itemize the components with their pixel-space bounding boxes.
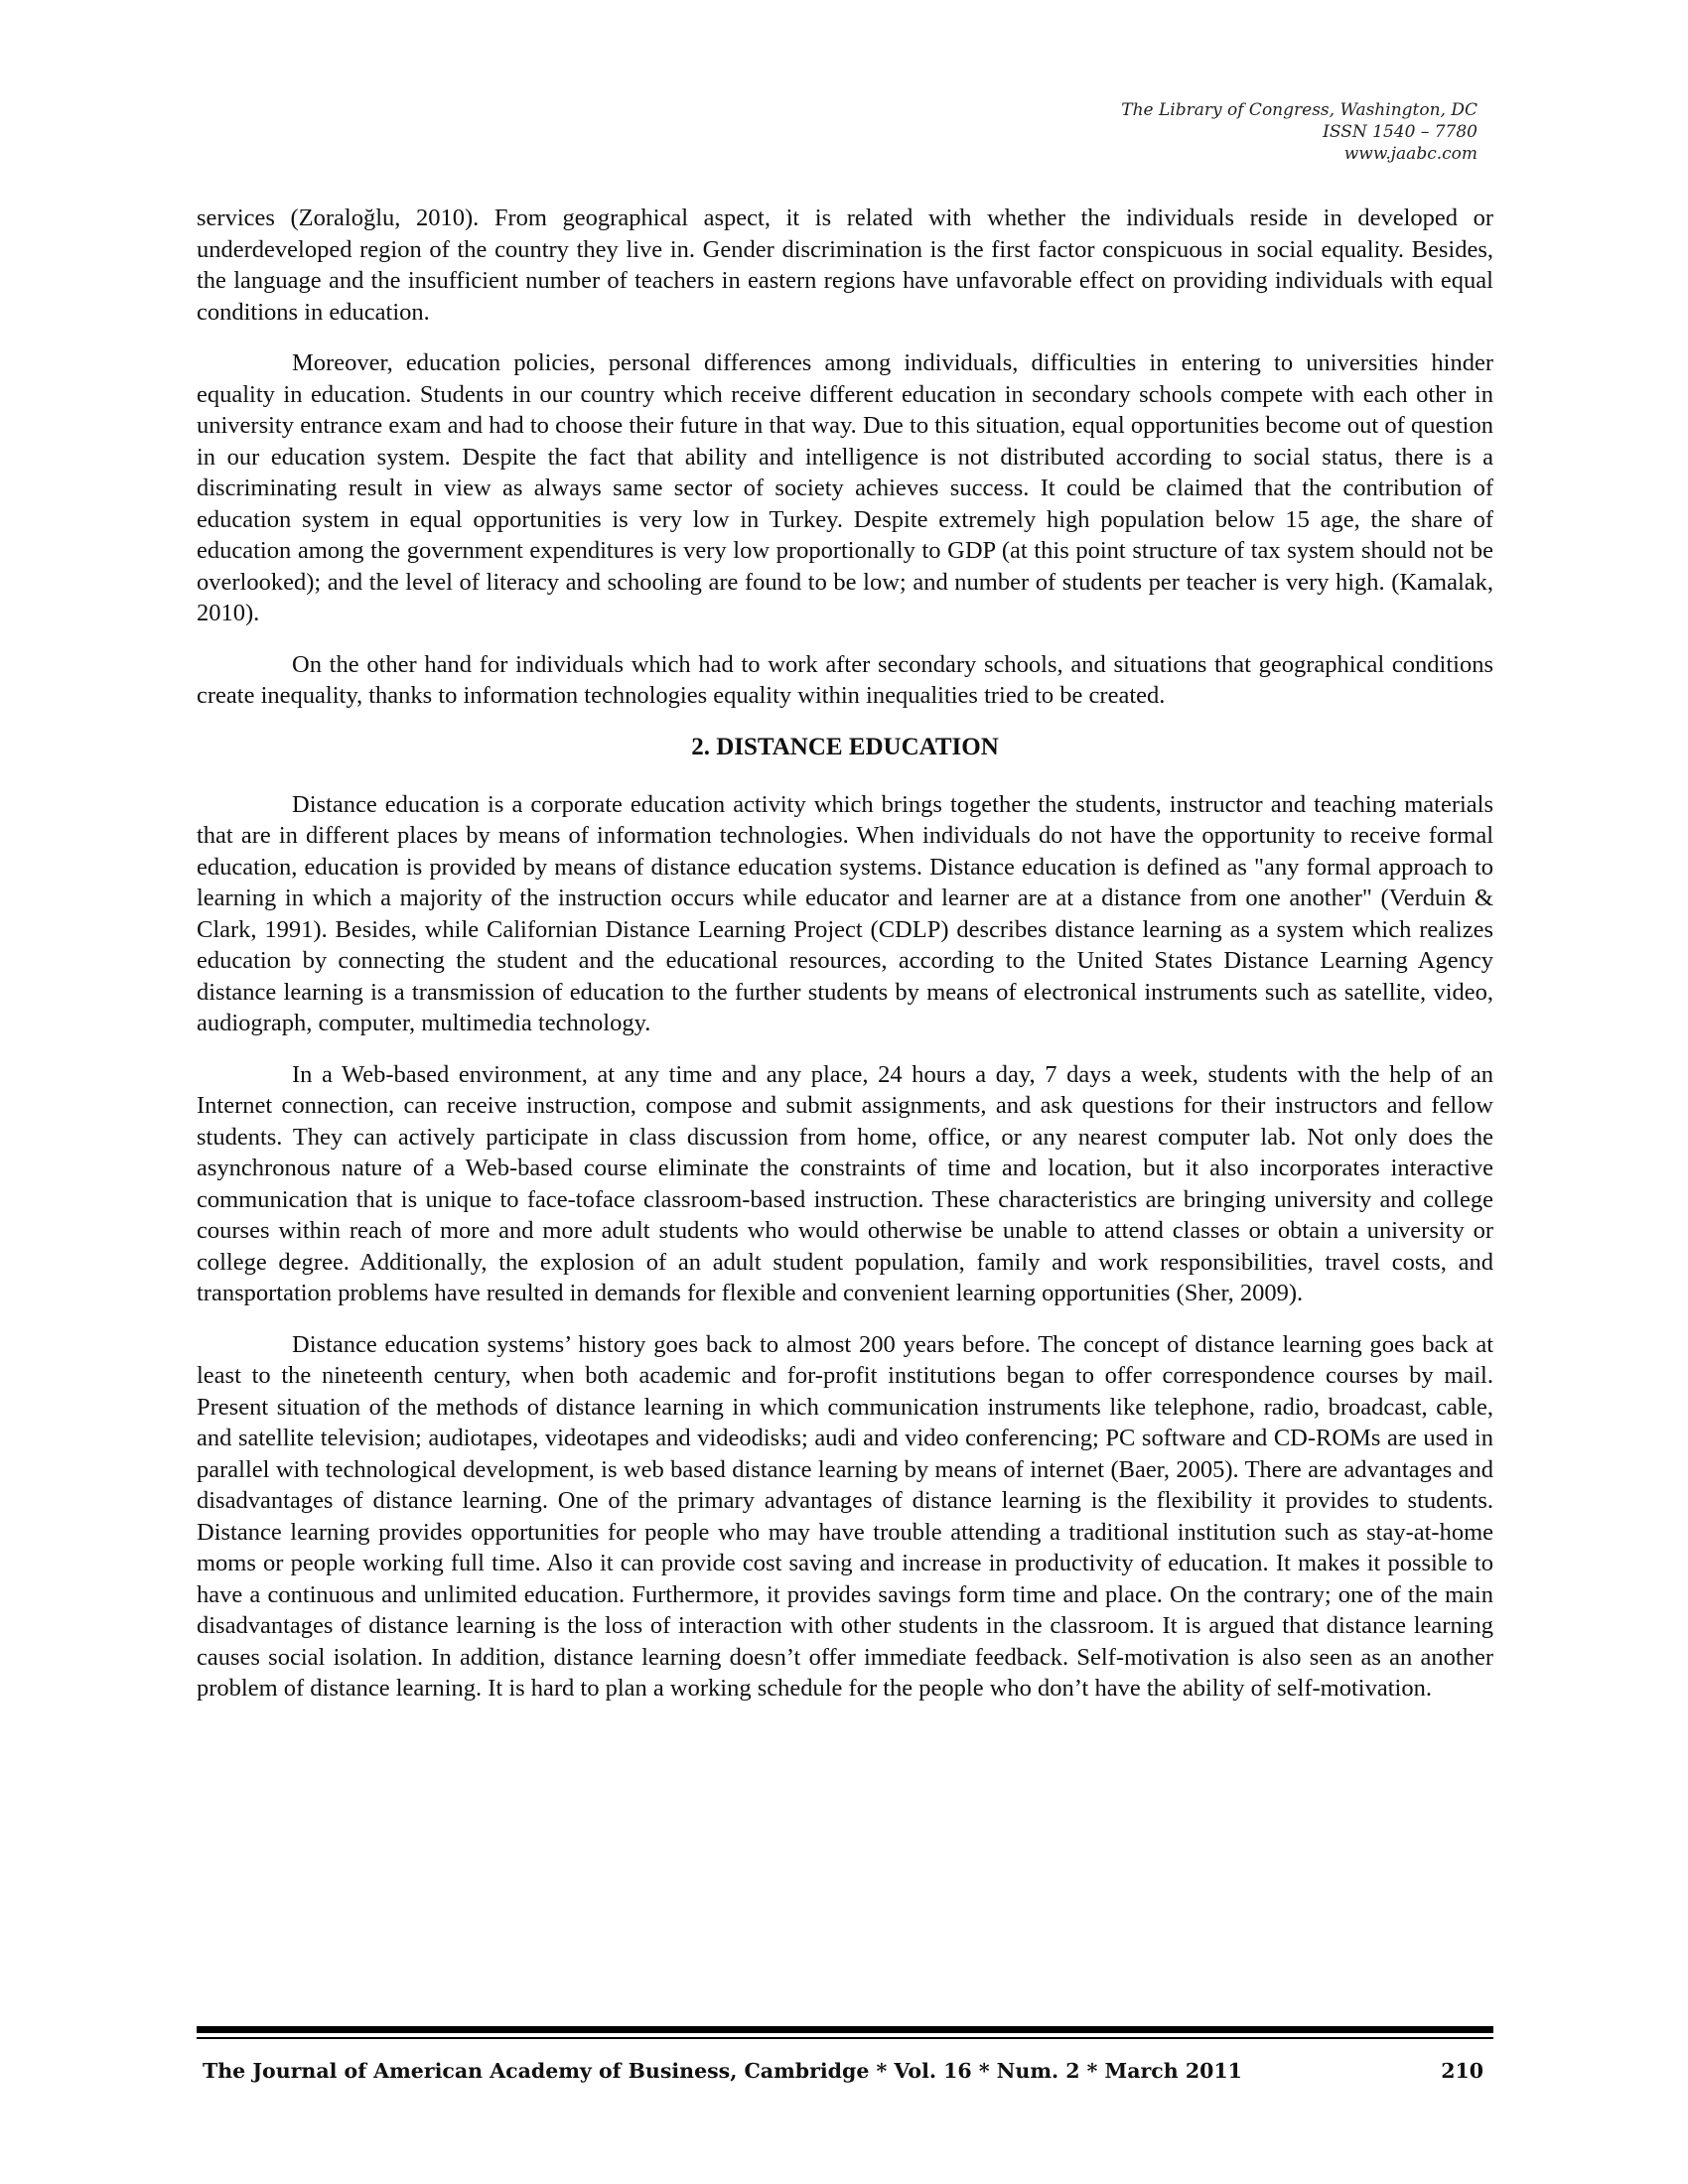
body-paragraph: On the other hand for individuals which had to work after secondary schools, and situations that geographical conditions create inequality, thanks to information technologies equality within inequalities tried to be created. (197, 650, 1493, 709)
body-paragraph: Distance education systems’ history goes back to almost 200 years before. The concept of distance learning goes back at least to the nineteenth century, when both academic and for-profit institutions began to offer correspondence courses by mail. Present situation of the methods of distance learning in which communication instruments like telephone, radio, broadcast, cable, and satellite television; audiotapes, videotapes and videodisks; audi and video conferencing; PC software and CD-ROMs are used in parallel with technological development, is web based distance learning by means of internet (Baer, 2005). There are advantages and disadvantages of distance learning. One of the primary advantages of distance learning is the flexibility it provides to students. Distance learning provides opportunities for people who may have trouble attending a traditional institution such as stay-at-home moms or people working full time. Also it can provide cost saving and increase in productivity of education. It makes it possible to have a continuous and unlimited education. Furthermore, it provides savings form time and place. On the contrary; one of the main disadvantages of distance learning is the loss of interaction with other students in the classroom. It is argued that distance learning causes social isolation. In addition, distance learning doesn’t offer immediate feedback. Self-motivation is also seen as an another problem of distance learning. It is hard to plan a working schedule for the people who don’t have the ability of self-motivation. (197, 1330, 1493, 1702)
page-number: 210 (1441, 2059, 1483, 2083)
header-issn: ISSN 1540 – 7780 (1323, 122, 1477, 142)
header-website: www.jaabc.com (1343, 144, 1477, 164)
body-paragraph: Distance education is a corporate education activity which brings together the students, instructor and teaching materials that are in different places by means of information technologies. When individuals do not have the opportunity to receive formal education, education is provided by means of distance education systems. Distance education is defined as "any formal approach to learning in which a majority of the instruction occurs while educator and learner are at a distance from one another" (Verduin & Clark, 1991). Besides, while Californian Distance Learning Project (CDLP) describes distance learning as a system which realizes education by connecting the student and the educational resources, according to the United States Distance Learning Agency distance learning is a transmission of education to the further students by means of electronical instruments such as satellite, video, audiograph, computer, multimedia technology. (197, 790, 1493, 1036)
header-publisher: The Library of Congress, Washington, DC (1121, 100, 1477, 120)
footer-journal-citation: The Journal of American Academy of Business, Cambridge * Vol. 16 * Num. 2 * March 2011 (203, 2059, 1242, 2083)
section-heading: 2. DISTANCE EDUCATION (691, 733, 999, 760)
body-paragraph: In a Web-based environment, at any time and any place, 24 hours a day, 7 days a week, students with the help of an Internet connection, can receive instruction, compose and submit assignments, and ask questions for their instructors and fellow students. They can actively participate in class discussion from home, office, or any nearest computer lab. Not only does the asynchronous nature of a Web-based course eliminate the constraints of time and location, but it also incorporates interactive communication that is unique to face-toface classroom-based instruction. These characteristics are bringing university and college courses within reach of more and more adult students who would otherwise be unable to attend classes or obtain a university or college degree. Additionally, the explosion of an adult student population, family and work responsibilities, travel costs, and transportation problems have resulted in demands for flexible and convenient learning opportunities (Sher, 2009). (197, 1060, 1493, 1306)
body-paragraph: services (Zoraloğlu, 2010). From geographical aspect, it is related with whether the individuals reside in developed or underdeveloped region of the country they live in. Gender discrimination is the first factor conspicuous in social equality. Besides, the language and the insufficient number of teachers in eastern regions have unfavorable effect on providing individuals with equal conditions in education. (197, 205, 1493, 326)
main-text (197, 203, 1493, 1724)
running-header (1121, 99, 1477, 165)
body-paragraph: Moreover, education policies, personal differences among individuals, difficulties in entering to universities hinder equality in education. Students in our country which receive different education in secondary schools compete with each other in university entrance exam and had to choose their future in that way. Due to this situation, equal opportunities become out of question in our education system. Despite the fact that ability and intelligence is not distributed according to social status, there is a discriminating result in view as always same sector of society achieves success. It could be claimed that the contribution of education system in equal opportunities is very low in Turkey. Despite extremely high population below 15 age, the share of education among the government expenditures is very low proportionally to GDP (at this point structure of tax system should not be overlooked); and the level of literacy and schooling are found to be low; and number of students per teacher is very high. (Kamalak, 2010). (197, 349, 1493, 626)
footer-rule-thick (197, 2026, 1493, 2033)
footer-rule-thin (197, 2037, 1493, 2039)
